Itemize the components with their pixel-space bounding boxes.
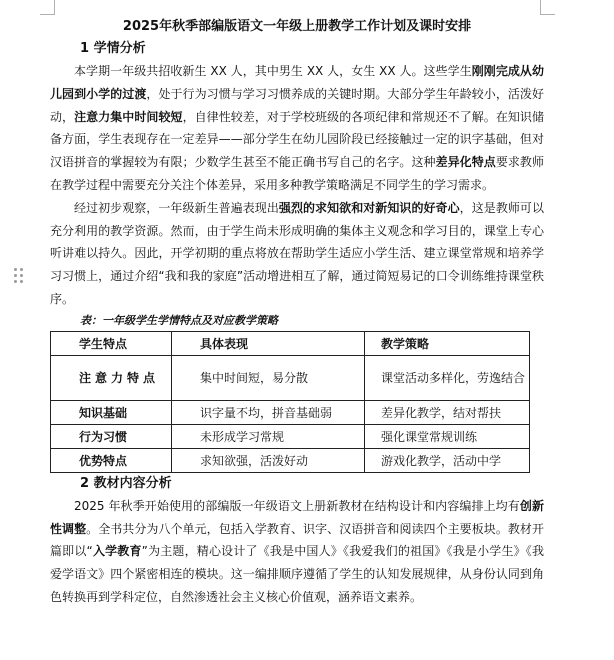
- student-characteristics-table: [50, 331, 530, 473]
- table-cell-trait: 行为习惯: [51, 424, 172, 448]
- bold-run: 创新性调整: [50, 498, 544, 536]
- table-row: [51, 424, 530, 448]
- table-cell-trait: 知识基础: [51, 400, 172, 424]
- table-cell-trait: 优势特点: [51, 448, 172, 472]
- section-heading-learning-analysis: 1 学情分析: [80, 41, 146, 56]
- table-cell-behavior: 未形成学习常规: [172, 424, 365, 448]
- table-row: [51, 355, 530, 400]
- bold-run: 注意力集中时间较短: [74, 109, 183, 124]
- table-cell-behavior: 集中时间短，易分散: [172, 355, 365, 400]
- text-run: 要求教师在教学过程中需要充分关注个体差异，采用多种教学策略满足不同学生的学习需求。: [50, 155, 544, 192]
- table-header-cell: 具体表现: [172, 331, 365, 355]
- bold-run: 入学教育: [92, 544, 142, 559]
- table-header-cell: 学生特点: [51, 331, 172, 355]
- table-row: [51, 448, 530, 472]
- table-cell-strategy: 游戏化教学，活动中学: [365, 448, 530, 472]
- table-cell-behavior: 求知欲强，活泼好动: [172, 448, 365, 472]
- cell-text: 注意力特点: [79, 371, 160, 386]
- table-cell-strategy: 差异化教学，结对帮扶: [365, 400, 530, 424]
- text-run: ”为主题，精心设计了《我是中国人》《我爱我们的祖国》《我是小学生》《我爱学语文》四个紧密相连的模块。这一编排顺序遵循了学生的认知发展规律，从身份认同到角色转换再到学科定位，自然渗透社会主义核心价值观，涵养语文素养。: [50, 544, 544, 604]
- text-run: 本学期一年级共招收新生 XX 人，其中男生 XX 人，女生 XX 人。这些学生: [74, 64, 472, 78]
- drag-handle-icon[interactable]: [14, 268, 24, 282]
- page-corner-mark-left: [40, 0, 55, 15]
- bold-run: 刚刚完成从幼儿园到小学的过渡: [50, 64, 544, 101]
- table-cell-strategy: 课堂活动多样化，劳逸结合: [365, 355, 530, 400]
- text-run: ，处于行为习惯与学习习惯养成的关键时期。大部分学生年龄较小，活泼好动，: [50, 86, 544, 124]
- table-row: [51, 400, 530, 424]
- text-run: ，自律性较差，对于学校班级的各项纪律和常规还不了解。在知识储备方面，学生表现存在一定差异——部分学生在幼儿园阶段已经接触过一定的识字基础，但对汉语拼音的掌握较为有限；少数学生甚至不能正确书写自己的名字。这种: [50, 109, 544, 170]
- table-cell-behavior: 识字量不均，拼音基础弱: [172, 400, 365, 424]
- paragraph-initial-observation: [50, 197, 544, 311]
- table-header-cell: 教学策略: [365, 331, 530, 355]
- section-heading-textbook-analysis: 2 教材内容分析: [80, 475, 172, 491]
- text-run: 经过初步观察，一年级新生普遍表现出: [74, 200, 279, 215]
- table-header-row: [51, 331, 530, 355]
- document-page: [50, 16, 544, 609]
- document-title: 2025年秋季部编版语文一年级上册教学工作计划及课时安排: [122, 19, 472, 34]
- table-cell-strategy: 强化课堂常规训练: [365, 424, 530, 448]
- paragraph-student-overview: [50, 60, 544, 197]
- paragraph-textbook-overview: [50, 495, 544, 609]
- text-run: ，这是教师可以充分利用的教学资源。然而，由于学生尚未形成明确的集体主义观念和学习目的，课堂上专心听讲难以持久。因此，开学初期的重点将放在帮助学生适应小学生活、建立课堂常规和培养学习习惯上，通过介绍“我和我的家庭”活动增进相互了解，通过简短易记的口令训练维持课堂秩序。: [50, 200, 544, 306]
- text-run: 。全书共分为八个单元，包括入学教育、识字、汉语拼音和阅读四个主要板块。教材开篇即以“: [50, 521, 544, 559]
- table-caption: 表：一年级学生学情特点及对应教学策略: [80, 313, 278, 327]
- text-run: 2025 年秋季开始使用的部编版一年级语文上册新教材在结构设计和内容编排上均有: [74, 498, 520, 513]
- table-cell-trait: [51, 355, 172, 400]
- page-corner-mark-right: [540, 0, 555, 15]
- bold-run: 强烈的求知欲和对新知识的好奇心: [278, 200, 460, 215]
- bold-run: 差异化特点: [435, 155, 496, 170]
